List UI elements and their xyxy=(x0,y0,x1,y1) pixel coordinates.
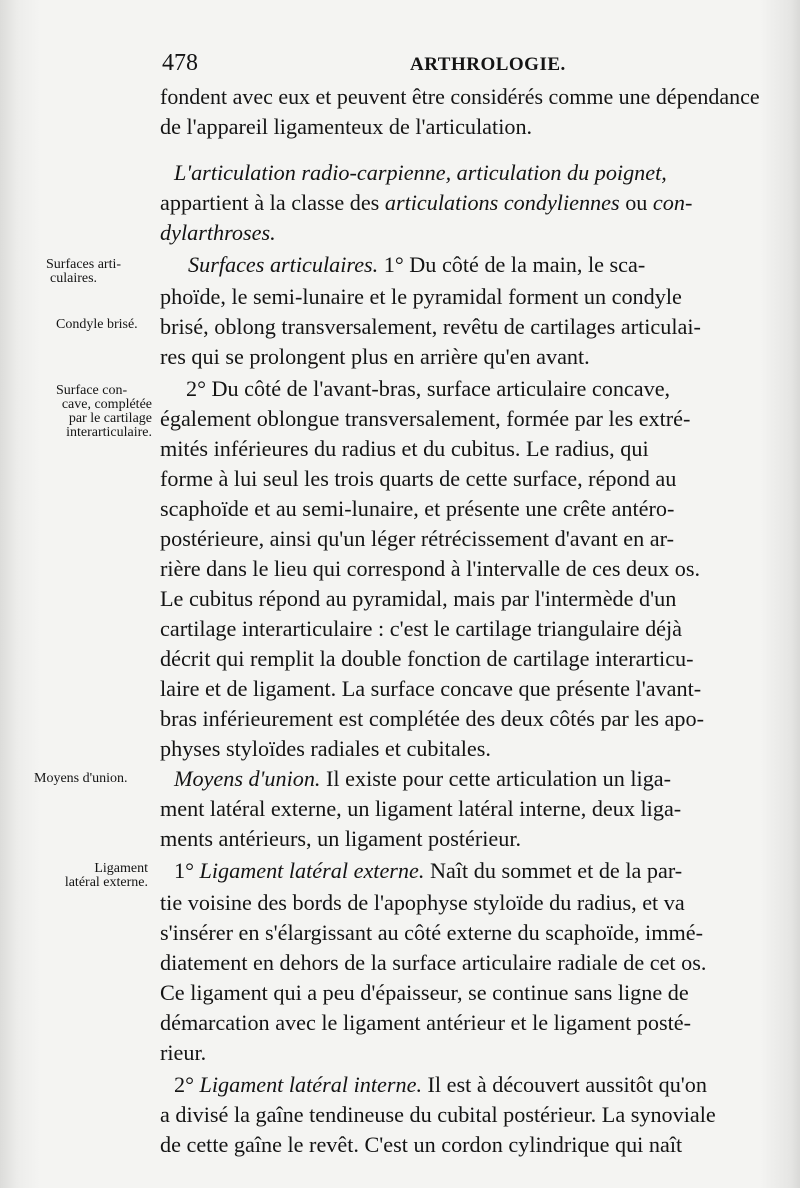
text-line: ments antérieurs, un ligament postérieur. xyxy=(160,826,522,851)
text-line: dylarthroses. xyxy=(160,220,276,245)
text-line: a divisé la gaîne tendineuse du cubital postérieur. La synoviale xyxy=(160,1102,716,1127)
text-line: bras inférieurement est complétée des deux côtés par les apo- xyxy=(160,706,704,731)
text-line: décrit qui remplit la double fonction de cartilage interarticu- xyxy=(160,646,694,671)
text-line: rieur. xyxy=(160,1040,207,1065)
text-line: L'articulation radio-carpienne, articulation du poignet, xyxy=(174,160,667,185)
text-line: fondent avec eux et peuvent être considérés comme une dépendance xyxy=(160,84,760,109)
margin-note-surface-concave: Surface con- cave, complétée par le cartilage interarticulaire. xyxy=(56,383,152,440)
margin-note-condyle-brise: Condyle brisé. xyxy=(56,317,138,332)
page-number: 478 xyxy=(162,50,198,76)
text-line: Moyens d'union. Il existe pour cette articulation un liga- xyxy=(174,766,672,791)
text-line: postérieure, ainsi qu'un léger rétrécissement d'avant en ar- xyxy=(160,526,674,551)
text-line: physes styloïdes radiales et cubitales. xyxy=(160,736,491,761)
margin-note-moyens-union: Moyens d'union. xyxy=(34,771,128,786)
text-line: de cette gaîne le revêt. C'est un cordon cylindrique qui naît xyxy=(160,1132,683,1157)
text-line: Le cubitus répond au pyramidal, mais par l'intermède d'un xyxy=(160,586,677,611)
text-line: forme à lui seul les trois quarts de cette surface, répond au xyxy=(160,466,677,491)
text-line: rière dans le lieu qui correspond à l'intervalle de ces deux os. xyxy=(160,556,700,581)
text-line: diatement en dehors de la surface articulaire radiale de cet os. xyxy=(160,950,707,975)
text-line: s'insérer en s'élargissant au côté externe du scaphoïde, immé- xyxy=(160,920,703,945)
text-line: appartient à la classe des articulations condyliennes ou con- xyxy=(160,190,693,215)
text-line: tie voisine des bords de l'apophyse styloïde du radius, et va xyxy=(160,890,685,915)
text-line: res qui se prolongent plus en arrière qu'en avant. xyxy=(160,344,590,369)
text-line: Ce ligament qui a peu d'épaisseur, se continue sans ligne de xyxy=(160,980,689,1005)
margin-note-surfaces-articulaires: Surfaces arti- culaires. xyxy=(46,257,122,286)
text-line: phoïde, le semi-lunaire et le pyramidal forment un condyle xyxy=(160,284,682,309)
text-line: 1° Ligament latéral externe. Naît du sommet et de la par- xyxy=(174,858,683,883)
text-line: ment latéral externe, un ligament latéral interne, deux liga- xyxy=(160,796,682,821)
page-header xyxy=(162,50,762,80)
text-line: démarcation avec le ligament antérieur et le ligament posté- xyxy=(160,1010,692,1035)
text-line: laire et de ligament. La surface concave que présente l'avant- xyxy=(160,676,702,701)
text-line: 2° Ligament latéral interne. Il est à découvert aussitôt qu'on xyxy=(174,1072,707,1097)
margin-note-ligament-lateral-externe: Ligament latéral externe. xyxy=(64,861,148,890)
running-head: ARTHROLOGIE. xyxy=(410,54,566,75)
text-line: 2° Du côté de l'avant-bras, surface articulaire concave, xyxy=(186,376,671,401)
text-line: de l'appareil ligamenteux de l'articulation. xyxy=(160,114,533,139)
text-line: scaphoïde et au semi-lunaire, et présente une crête antéro- xyxy=(160,496,675,521)
text-line: cartilage interarticulaire : c'est le cartilage triangulaire déjà xyxy=(160,616,683,641)
text-line: Surfaces articulaires. 1° Du côté de la main, le sca- xyxy=(188,252,646,277)
text-line: également oblongue transversalement, formée par les extré- xyxy=(160,406,691,431)
text-line: brisé, oblong transversalement, revêtu de cartilages articulai- xyxy=(160,314,701,339)
text-line: mités inférieures du radius et du cubitus. Le radius, qui xyxy=(160,436,649,461)
